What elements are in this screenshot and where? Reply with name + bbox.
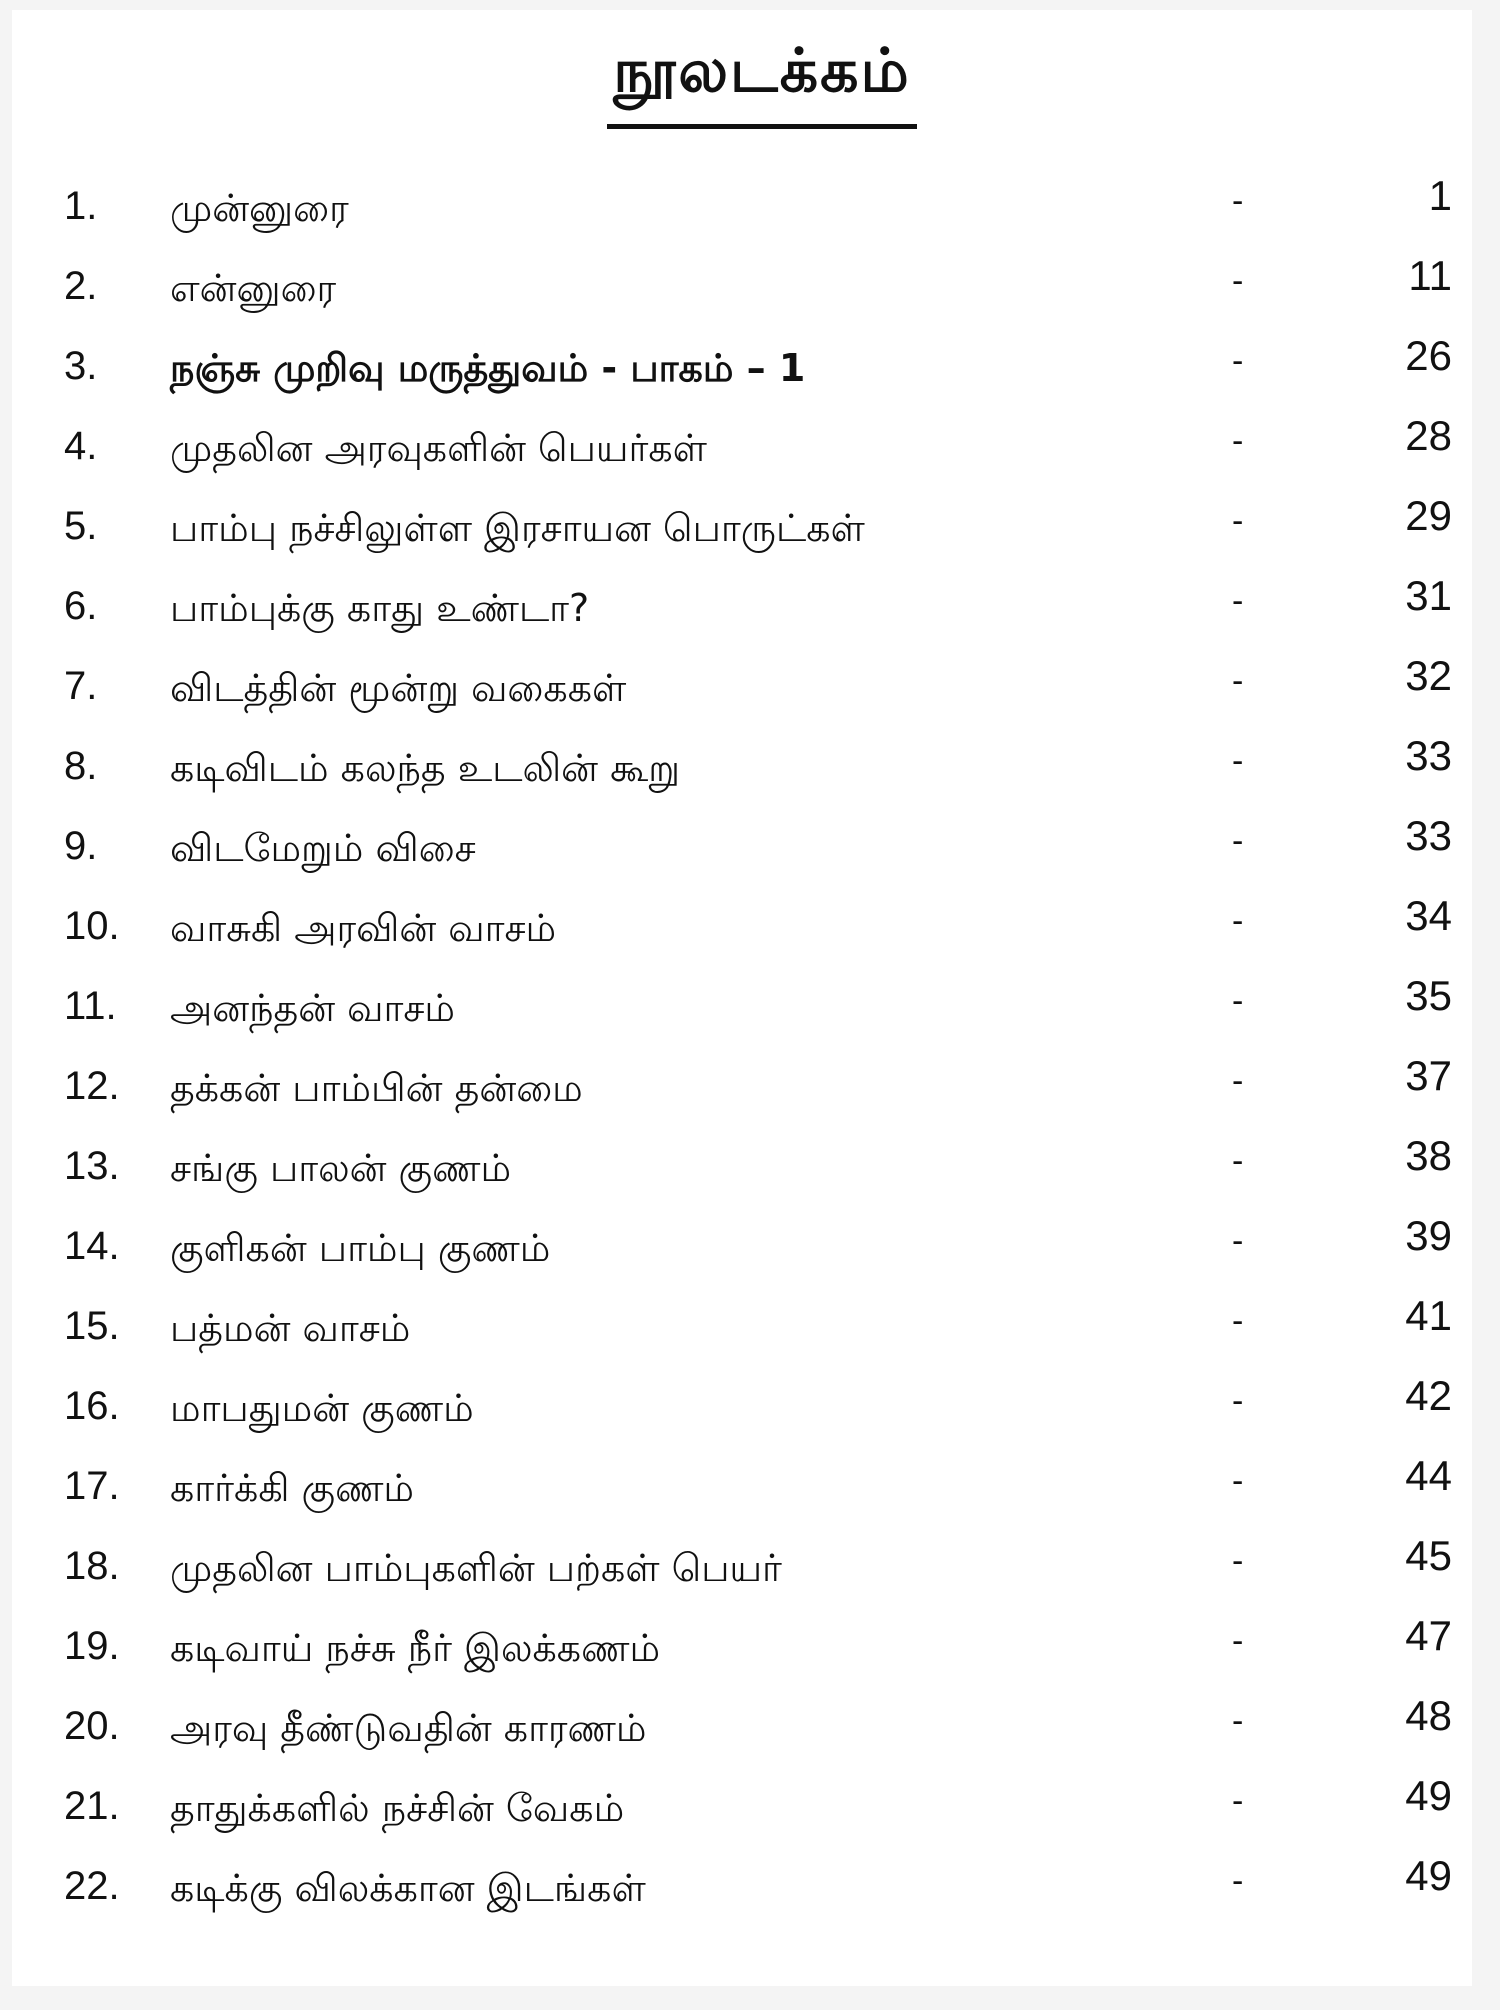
toc-entry-separator: -: [1232, 1142, 1244, 1180]
toc-entry-separator: -: [1232, 1222, 1244, 1260]
toc-entry-number: 10.: [64, 904, 120, 948]
toc-entry-page-number: 47: [1405, 1612, 1452, 1659]
toc-row: [12, 890, 1472, 970]
toc-entry-number: 16.: [64, 1384, 120, 1428]
toc-row: [12, 1290, 1472, 1370]
toc-entry-title: நஞ்சு முறிவு மருத்துவம் - பாகம் – 1: [170, 346, 806, 390]
toc-entry-page-number: 26: [1405, 332, 1452, 379]
toc-entry-number: 14.: [64, 1224, 120, 1268]
toc-entry-separator: -: [1232, 1062, 1244, 1100]
toc-row: [12, 330, 1472, 410]
toc-entry-number: 3.: [64, 344, 98, 388]
toc-entry-separator: -: [1232, 582, 1244, 620]
toc-entry-separator: -: [1232, 502, 1244, 540]
toc-entry-number: 2.: [64, 264, 98, 308]
toc-entry-page-number: 28: [1405, 412, 1452, 459]
toc-entry-separator: -: [1232, 1462, 1244, 1500]
toc-row: [12, 1210, 1472, 1290]
toc-entry-number: 4.: [64, 424, 98, 468]
toc-entry-page-number: 49: [1405, 1772, 1452, 1819]
toc-entry-separator: -: [1232, 262, 1244, 300]
toc-entry-page-number: 29: [1405, 492, 1452, 539]
toc-entry-page-number: 48: [1405, 1692, 1452, 1739]
toc-entry-page-number: 45: [1405, 1532, 1452, 1579]
toc-entry-title: குளிகன் பாம்பு குணம்: [170, 1226, 551, 1270]
toc-entry-separator: -: [1232, 1782, 1244, 1820]
toc-row: [12, 970, 1472, 1050]
toc-entry-number: 13.: [64, 1144, 120, 1188]
toc-entry-page-number: 39: [1405, 1212, 1452, 1259]
toc-entry-number: 1.: [64, 184, 98, 228]
toc-entry-number: 19.: [64, 1624, 120, 1668]
toc-entry-page-number: 1: [1428, 172, 1452, 219]
toc-entry-number: 9.: [64, 824, 98, 868]
toc-entry-title: மாபதுமன் குணம்: [170, 1386, 474, 1430]
toc-row: [12, 1690, 1472, 1770]
toc-entry-title: கார்க்கி குணம்: [170, 1466, 415, 1510]
toc-entry-title: என்னுரை: [170, 266, 337, 310]
toc-entry-title: கடிவாய் நச்சு நீர் இலக்கணம்: [170, 1626, 661, 1670]
toc-entry-page-number: 11: [1408, 252, 1452, 299]
toc-entry-page-number: 42: [1405, 1372, 1452, 1419]
toc-entry-page-number: 33: [1405, 732, 1452, 779]
toc-entry-title: பாம்பு நச்சிலுள்ள இரசாயன பொருட்கள்: [170, 506, 865, 550]
toc-entry-separator: -: [1232, 342, 1244, 380]
toc-entry-title: பத்மன் வாசம்: [170, 1306, 411, 1350]
toc-entry-separator: -: [1232, 742, 1244, 780]
toc-row: [12, 170, 1472, 250]
toc-entry-title: சங்கு பாலன் குணம்: [170, 1146, 512, 1190]
toc-row: [12, 1050, 1472, 1130]
toc-entry-number: 7.: [64, 664, 98, 708]
toc-entry-title: விடமேறும் விசை: [170, 826, 476, 870]
toc-entry-number: 20.: [64, 1704, 120, 1748]
toc-entry-title: வாசுகி அரவின் வாசம்: [170, 906, 557, 950]
toc-row: [12, 1530, 1472, 1610]
toc-row: [12, 410, 1472, 490]
toc-entry-title: முன்னுரை: [170, 186, 349, 230]
toc-entry-title: தக்கன் பாம்பின் தன்மை: [170, 1066, 583, 1110]
toc-row: [12, 730, 1472, 810]
toc-row: [12, 810, 1472, 890]
toc-entry-page-number: 32: [1405, 652, 1452, 699]
toc-heading-text: நூலடக்கம்: [607, 36, 917, 129]
toc-entry-number: 15.: [64, 1304, 120, 1348]
toc-entry-number: 11.: [64, 984, 117, 1028]
toc-row: [12, 1770, 1472, 1850]
toc-heading: [12, 36, 1500, 129]
toc-entry-title: பாம்புக்கு காது உண்டா?: [170, 586, 590, 630]
table-of-contents: [12, 170, 1472, 1930]
toc-entry-page-number: 35: [1405, 972, 1452, 1019]
toc-entry-title: கடிக்கு விலக்கான இடங்கள்: [170, 1866, 646, 1910]
toc-entry-page-number: 34: [1405, 892, 1452, 939]
toc-entry-title: முதலின அரவுகளின் பெயர்கள்: [170, 426, 707, 470]
toc-entry-number: 17.: [64, 1464, 120, 1508]
toc-entry-title: தாதுக்களில் நச்சின் வேகம்: [170, 1786, 625, 1830]
toc-entry-separator: -: [1232, 1542, 1244, 1580]
toc-entry-number: 6.: [64, 584, 98, 628]
toc-entry-separator: -: [1232, 822, 1244, 860]
toc-entry-page-number: 38: [1405, 1132, 1452, 1179]
toc-row: [12, 490, 1472, 570]
toc-entry-page-number: 31: [1405, 572, 1452, 619]
toc-entry-separator: -: [1232, 182, 1244, 220]
toc-entry-title: முதலின பாம்புகளின் பற்கள் பெயர்: [170, 1546, 782, 1590]
toc-entry-title: விடத்தின் மூன்று வகைகள்: [170, 666, 627, 710]
toc-entry-separator: -: [1232, 1382, 1244, 1420]
toc-entry-page-number: 44: [1405, 1452, 1452, 1499]
toc-row: [12, 1610, 1472, 1690]
toc-row: [12, 1130, 1472, 1210]
toc-entry-number: 5.: [64, 504, 98, 548]
toc-entry-number: 21.: [64, 1784, 120, 1828]
toc-entry-page-number: 41: [1405, 1292, 1452, 1339]
toc-row: [12, 1450, 1472, 1530]
toc-entry-page-number: 33: [1405, 812, 1452, 859]
toc-entry-separator: -: [1232, 982, 1244, 1020]
toc-entry-separator: -: [1232, 902, 1244, 940]
toc-entry-separator: -: [1232, 1302, 1244, 1340]
toc-row: [12, 1850, 1472, 1930]
toc-entry-title: அனந்தன் வாசம்: [170, 986, 455, 1030]
toc-row: [12, 1370, 1472, 1450]
toc-entry-title: கடிவிடம் கலந்த உடலின் கூறு: [170, 746, 680, 790]
toc-row: [12, 250, 1472, 330]
toc-entry-separator: -: [1232, 1622, 1244, 1660]
document-page: [12, 10, 1472, 1986]
toc-entry-number: 12.: [64, 1064, 120, 1108]
toc-entry-page-number: 37: [1405, 1052, 1452, 1099]
toc-entry-page-number: 49: [1405, 1852, 1452, 1899]
toc-entry-separator: -: [1232, 662, 1244, 700]
toc-entry-separator: -: [1232, 1702, 1244, 1740]
toc-row: [12, 650, 1472, 730]
toc-entry-number: 22.: [64, 1864, 120, 1908]
toc-entry-number: 8.: [64, 744, 98, 788]
toc-entry-separator: -: [1232, 1862, 1244, 1900]
toc-entry-number: 18.: [64, 1544, 120, 1588]
toc-entry-separator: -: [1232, 422, 1244, 460]
toc-row: [12, 570, 1472, 650]
toc-entry-title: அரவு தீண்டுவதின் காரணம்: [170, 1706, 647, 1750]
